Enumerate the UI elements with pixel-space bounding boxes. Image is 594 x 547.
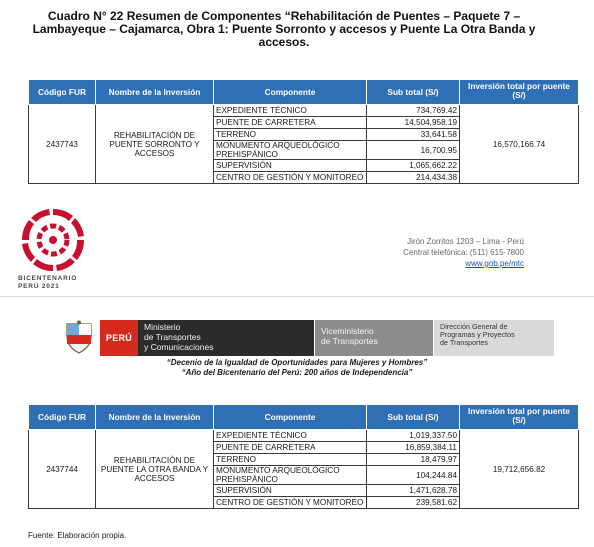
componente-cell: EXPEDIENTE TÉCNICO: [214, 105, 367, 117]
header-inversion-total: Inversión total por puente (S/): [460, 405, 579, 430]
header-codigo-fur: Código FUR: [29, 405, 96, 430]
subtotal-cell: 16,700.95: [367, 141, 460, 160]
decenio-slogan: [0, 358, 594, 377]
componente-cell: EXPEDIENTE TÉCNICO: [214, 430, 367, 442]
componente-cell: PUENTE DE CARRETERA: [214, 442, 367, 454]
page-break: [0, 296, 594, 313]
subtotal-cell: 16,859,384.11: [367, 442, 460, 454]
nombre-inversion-cell: REHABILITACIÓN DE PUENTE SORRONTO Y ACCESOS: [96, 105, 214, 184]
componente-cell: TERRENO: [214, 129, 367, 141]
componente-cell: MONUMENTO ARQUEOLÓGICO PREHISPÁNICO: [214, 141, 367, 160]
inversion-total-cell: 19,712,656.82: [460, 430, 579, 509]
bicentenario-label: [18, 275, 77, 291]
general-direction-name: [434, 320, 554, 356]
components-table-la-otra-banda: [28, 404, 579, 509]
table-header-row: [29, 405, 579, 430]
subtotal-cell: 33,641.58: [367, 129, 460, 141]
componente-cell: MONUMENTO ARQUEOLÓGICO PREHISPÁNICO: [214, 466, 367, 485]
bicentenario-line: BICENTENARIO: [18, 275, 78, 282]
dg-line: de Transportes: [440, 338, 488, 347]
ministry-line: y Comunicaciones: [144, 342, 214, 352]
subtotal-cell: 1,471,628.78: [367, 485, 460, 497]
componente-cell: CENTRO DE GESTIÓN Y MONITOREO: [214, 497, 367, 509]
codigo-fur-cell: 2437744: [29, 430, 96, 509]
codigo-fur-cell: 2437743: [29, 105, 96, 184]
website-link[interactable]: www.gob.pe/mtc: [465, 259, 524, 268]
header-subtotal: Sub total (S/): [367, 80, 460, 105]
address-line: Jirón Zorritos 1203 – Lima - Perú: [407, 237, 524, 246]
document-title: Cuadro N° 22 Resumen de Componentes “Rehabilitación de Puentes – Paquete 7 – Lambayeque – Cajamarca, Obra 1: Puente Sorronto y accesos y Puente La Otra Banda y accesos.: [32, 9, 536, 49]
components-table-sorronto: [28, 79, 579, 184]
nombre-inversion-cell: REHABILITACIÓN DE PUENTE LA OTRA BANDA Y ACCESOS: [96, 430, 214, 509]
ministry-line: de Transportes: [144, 332, 201, 342]
componente-cell: SUPERVISIÓN: [214, 160, 367, 172]
subtotal-cell: 1,019,337.50: [367, 430, 460, 442]
header-inversion-total: Inversión total por puente (S/): [460, 80, 579, 105]
source-note: Fuente: Elaboración propia.: [28, 531, 127, 540]
bicentenario-logo-icon: [18, 205, 88, 275]
subtotal-cell: 14,504,958.19: [367, 117, 460, 129]
subtotal-cell: 18,479.97: [367, 454, 460, 466]
header-nombre-inversion: Nombre de la Inversión: [96, 80, 214, 105]
inversion-total-cell: 16,570,166.74: [460, 105, 579, 184]
header-subtotal: Sub total (S/): [367, 405, 460, 430]
address-block: [403, 236, 524, 269]
bicentenario-line: PERÚ 2021: [18, 283, 60, 290]
vice-line: de Transportes: [321, 336, 378, 346]
componente-cell: SUPERVISIÓN: [214, 485, 367, 497]
viceministry-name: [315, 320, 433, 356]
coat-of-arms-icon: [64, 320, 94, 354]
subtotal-cell: 1,065,662.22: [367, 160, 460, 172]
componente-cell: CENTRO DE GESTIÓN Y MONITOREO: [214, 172, 367, 184]
table-row: [29, 430, 579, 442]
subtotal-cell: 104,244.84: [367, 466, 460, 485]
subtotal-cell: 214,434.38: [367, 172, 460, 184]
header-componente: Componente: [214, 405, 367, 430]
header-componente: Componente: [214, 80, 367, 105]
page-footer: [0, 205, 594, 295]
slogan-line: “Decenio de la Igualdad de Oportunidades para Mujeres y Hombres”: [166, 358, 428, 367]
peru-badge: PERÚ: [100, 320, 138, 356]
table-header-row: [29, 80, 579, 105]
subtotal-cell: 239,581.62: [367, 497, 460, 509]
header-nombre-inversion: Nombre de la Inversión: [96, 405, 214, 430]
slogan-line: “Año del Bicentenario del Perú: 200 años de Independencia”: [181, 367, 413, 377]
phone-line: Central telefónica: (511) 615-7800: [403, 248, 524, 257]
ministry-name: [138, 320, 314, 356]
subtotal-cell: 734,769.42: [367, 105, 460, 117]
ministry-line: Ministerio: [144, 322, 181, 332]
dg-line: Dirección General de: [440, 322, 508, 331]
vice-line: Viceministerio: [321, 326, 374, 336]
componente-cell: TERRENO: [214, 454, 367, 466]
table-row: [29, 105, 579, 117]
ministry-header: [60, 318, 515, 356]
header-codigo-fur: Código FUR: [29, 80, 96, 105]
componente-cell: PUENTE DE CARRETERA: [214, 117, 367, 129]
dg-line: Programas y Proyectos: [440, 330, 515, 339]
